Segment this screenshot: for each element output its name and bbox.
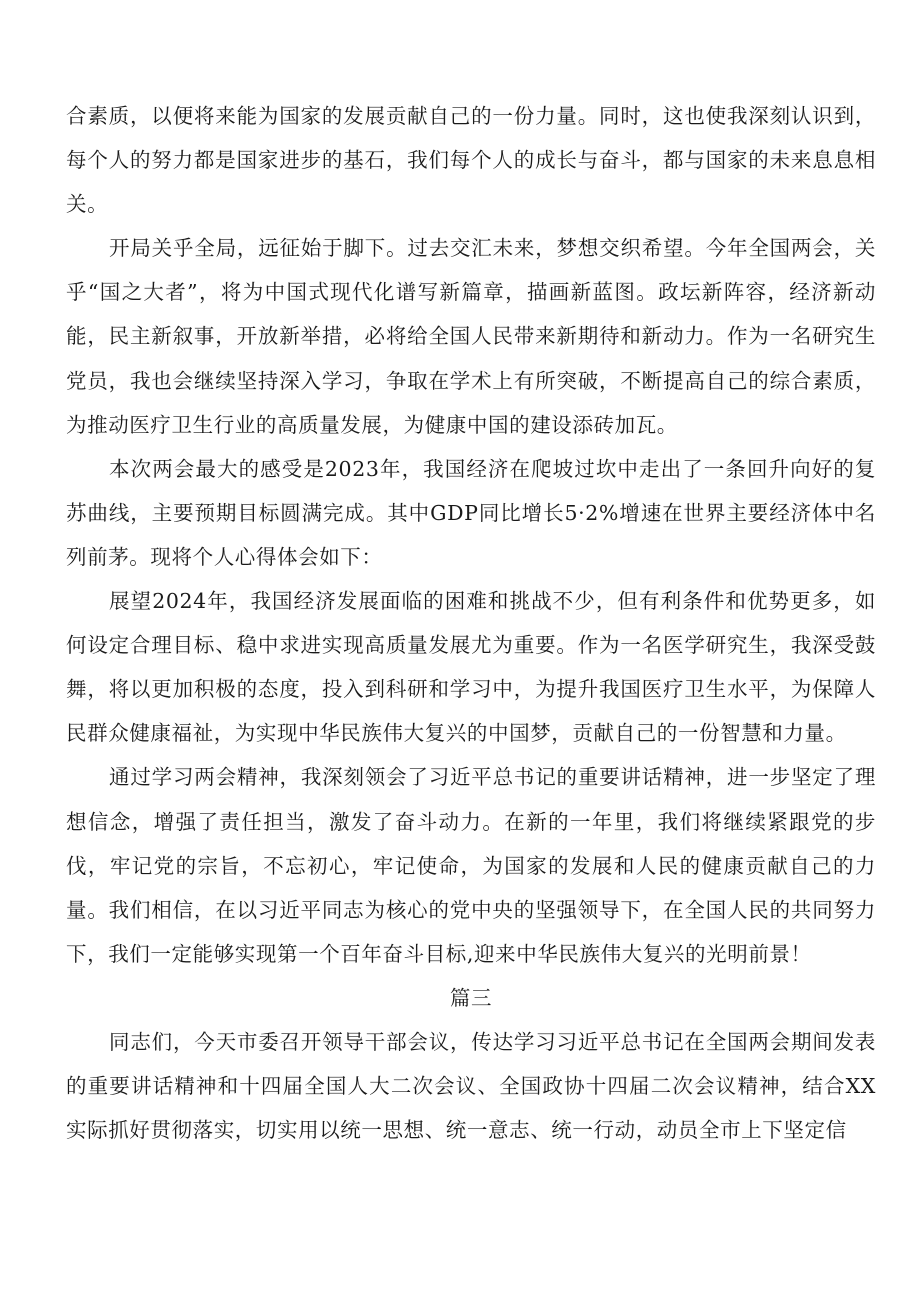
paragraph-3: 本次两会最大的感受是2023年，我国经济在爬坡过坎中走出了一条回升向好的复苏曲线，主要预期目标圆满完成。其中GDP同比增长5·2%增速在世界主要经济体中名列前茅。现将个人心得体会如下： — [66, 456, 876, 569]
paragraph-1: 合素质，以便将来能为国家的发展贡献自己的一份力量。同时，这也使我深刻认识到，每个人的努力都是国家进步的基石，我们每个人的成长与奋斗，都与国家的未来息息相关。 — [66, 104, 876, 217]
paragraph-4: 展望2024年，我国经济发展面临的困难和挑战不少，但有利条件和优势更多，如何设定合理目标、稳中求进实现高质量发展尤为重要。作为一名医学研究生，我深受鼓舞，将以更加积极的态度，投入到科研和学习中，为提升我国医疗卫生水平，为保障人民群众健康福祉，为实现中华民族伟大复兴的中国梦，贡献自己的一份智慧和力量。 — [66, 589, 876, 746]
section-paragraph-1: 同志们，今天市委召开领导干部会议，传达学习习近平总书记在全国两会期间发表的重要讲话精神和十四届全国人大二次会议、全国政协十四届二次会议精神，结合XX实际抓好贯彻落实，切实用以统一思想、统一意志、统一行动，动员全市上下坚定信 — [66, 1029, 876, 1143]
paragraph-5: 通过学习两会精神，我深刻领会了习近平总书记的重要讲话精神，进一步坚定了理想信念，增强了责任担当，激发了奋斗动力。在新的一年里，我们将继续紧跟党的步伐，牢记党的宗旨，不忘初心，牢记使命，为国家的发展和人民的健康贡献自己的力量。我们相信，在以习近平同志为核心的党中央的坚强领导下，在全国人民的共同努力下，我们一定能够实现第一个百年奋斗目标,迎来中华民族伟大复兴的光明前景！ — [66, 765, 876, 966]
paragraph-2: 开局关乎全局，远征始于脚下。过去交汇未来，梦想交织希望。今年全国两会，关乎“国之大者”，将为中国式现代化谱写新篇章，描画新蓝图。政坛新阵容，经济新动能，民主新叙事，开放新举措，必将给全国人民带来新期待和新动力。作为一名研究生党员，我也会继续坚持深入学习，争取在学术上有所突破，不断提高自己的综合素质，为推动医疗卫生行业的高质量发展，为健康中国的建设添砖加瓦。 — [66, 236, 876, 437]
section-heading: 篇三 — [449, 985, 493, 1010]
document-body — [66, 94, 876, 1152]
